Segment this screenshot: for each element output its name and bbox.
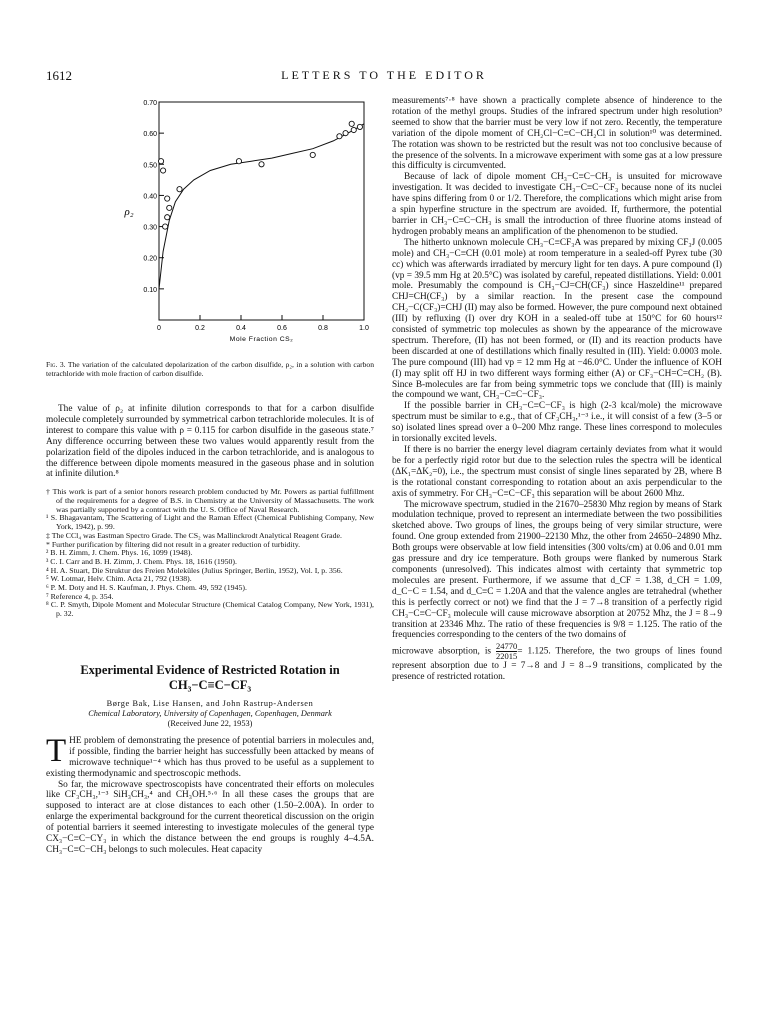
y-tick-label: 0.10 [143, 286, 157, 294]
paragraph: measurements⁷·⁸ have shown a practically complete absence of hinderence to the rotation of the methyl groups. Studies of the infrared spectrum under high resolution⁹ seemed to show that the barrier must be very low if not zero. Recently, the temperature variation of the dipole moment of CH₂Cl−C≡C−CH₂Cl in solution¹⁰ was determined. The rotation was shown to be restricted but the result was not too conclusive because of the presence of the solvents. In a microwave experiment with some gas at a low pressure this difficulty is circumvented. [392, 96, 722, 172]
footnote: ⁶ P. M. Doty and H. S. Kaufman, J. Phys. Chem. 49, 592 (1945). [46, 583, 247, 593]
drop-cap: T [46, 732, 67, 769]
x-tick-label: 0.8 [318, 325, 328, 332]
paragraph: The microwave spectrum, studied in the 21670–25830 Mhz region by means of Stark modulation technique, proved to represent an intermediate between the two possibilities sketched above. Two groups of lines, the groups being of very similar structure, were found. One group extended from 21900–22130 Mhz, the other from 24650–24890 Mhz. Both groups were observable at low field intensities (300 volts/cm) at 0.06 and 0.01 mm gas pressure and dry ice temperature. Both groups were flanked by numerous Stark components (unresolved). This indicates almost with certainty that symmetric top molecules are present. Furthermore, if we assume that d_CF = 1.38, d_CH = 1.09, d_C−C = 1.54, and d_C≡C = 1.20A and that the valence angles are tetrahedral (whether this is perfectly correct or not) we find that the J = 7→8 transition of a perfectly rigid CH₃−C≡C−CF₃ molecule will cause microwave absorption at 20752 Mhz, the J = 8→9 transition at 23346 Mhz. The ratio of these frequencies is 9/8 = 1.125. The ratio of the frequencies corresponding to the centers of the two domains of [392, 499, 722, 641]
data-point [158, 159, 163, 164]
footnote: ‡ The CCl₄ was Eastman Spectro Grade. The CS₂ was Mallinckrodt Analytical Reagent Grade. [46, 530, 342, 540]
figure-caption [46, 360, 374, 378]
y-tick-label: 0.30 [143, 224, 157, 232]
fraction-denominator: 22015 [496, 651, 518, 662]
paragraph [392, 642, 722, 683]
paragraph: If there is no barrier the energy level diagram certainly deviates from what it would be for a perfectly rigid rotor but due to the selection rules the spectra will be identical (ΔK₁=ΔK₂=0), i.e., the spectrum must consist of single lines separated by 2B, where B is the rotational constant corresponding to rotation about an axis perpendicular to the axis of symmetry. For CH₃−C≡C−CF₃ this separation will be about 2600 Mhz. [392, 445, 722, 499]
footnote: ³ C. I. Carr and B. H. Zimm, J. Chem. Phys. 18, 1616 (1950). [46, 556, 237, 566]
paragraph: Because of lack of dipole moment CH₃−C≡C−CH₃ is unsuited for microwave investigation. It was decided to investigate CH₃−C≡C−CF₃ because none of its nuclei have spins differing from 0 or 1/2. Therefore, the complications which might arise from a spin hyperfine structure in the spectrum are avoided. If, furthermore, the potential barrier in CH₃−C≡C−CH₃ is small the introduction of three fluorine atoms instead of hydrogen probably means an amplification of the phenomenon to be studied. [392, 172, 722, 237]
x-axis-label: Mole Fraction CS₂ [229, 336, 294, 343]
paragraph: If the possible barrier in CH₃−C≡C−CF₃ is high (2-3 kcal/mole) the microwave spectrum must be similar to e.g., that of CF₃CH₃,¹⁻³ i.e., it will consist of a few (3–5 or so) isolated lines spread over a 0–200 Mhz range. These lines correspond to molecules in torsionally excited levels. [392, 401, 722, 445]
data-point [357, 124, 362, 129]
y-tick-label: 0.70 [143, 100, 157, 107]
page-number: 1612 [46, 68, 72, 83]
text-after-fraction: = 1.125. Therefore, the two groups [517, 646, 661, 657]
data-point [337, 134, 342, 139]
depolarization-chart [46, 96, 374, 346]
x-tick-label: 0.4 [236, 325, 246, 332]
footnote: ¹ S. Bhagavantam, The Scattering of Light and the Raman Effect (Chemical Publishing Company, New York, 1942), p. 99. [46, 513, 374, 532]
fit-curve [159, 124, 364, 289]
running-head: LETTERS TO THE EDITOR [281, 68, 487, 82]
footnote: ⁴ H. A. Stuart, Die Struktur des Freien Moleküles (Julius Springer, Berlin, 1952), Vol. I, p. 356. [46, 565, 343, 575]
paragraph: So far, the microwave spectroscopists have concentrated their efforts on molecules like CF₃CH₃,¹⁻³ SiH₃CH₃,⁴ and CH₃OH.⁵·⁶ In all these cases the groups that are supposed to interact are at close distances to each other (1.50–2.00A). In order to enlarge the experimental background for the current theoretical discussion on the origin of potential barriers it seemed interesting to investigate molecules of the general type CX₃−C≡C−CY₃ in which the distance between the end groups is roughly 4–4.5A. CH₃−C≡C−CH₃ belongs to such molecules. Heat capacity [46, 779, 374, 855]
fraction [496, 642, 517, 661]
x-tick-label: 0 [157, 325, 161, 332]
left-column [46, 96, 374, 856]
figure-3 [46, 96, 374, 358]
footnote: ⁵ W. Lotmar, Helv. Chim. Acta 21, 792 (1938). [46, 574, 192, 584]
y-tick-label: 0.60 [143, 131, 157, 139]
data-point [310, 152, 315, 157]
data-point [163, 224, 168, 229]
affiliation: Chemical Laboratory, University of Copenhagen, Copenhagen, Denmark [88, 708, 332, 718]
caption-label: Fig. 3. [46, 360, 66, 369]
data-point [349, 121, 354, 126]
data-point [167, 205, 172, 210]
footnote: † This work is part of a senior honors research problem conducted by Mr. Powers as partial fulfillment of the requirements for a degree of B.S. in Chemistry at the University of Massachusetts. The work was partially supported by a contract with the U. S. Office of Naval Research. [46, 487, 374, 514]
text-last: of lines found represent absorption due to J = 7→8 and J = 8→9 transitions, complicated by the presence of restricted rotation. [392, 646, 722, 683]
footnotes [46, 488, 374, 619]
title-line-1: Experimental Evidence of Restricted Rotation in [80, 662, 340, 677]
received-date: (Received June 22, 1953) [167, 718, 253, 728]
footnote: ² B. H. Zimm, J. Chem. Phys. 16, 1099 (1948). [46, 548, 193, 558]
caption-text: The variation of the calculated depolarization of the carbon disulfide, ρ₂, in a solution with carbon tetrachloride with mole fraction of carbon disulfide. [46, 360, 374, 378]
data-point [177, 187, 182, 192]
page-header [46, 68, 722, 86]
authors: Børge Bak, Lise Hansen, and John Rastrup-Andersen [106, 698, 314, 708]
right-column [392, 96, 722, 683]
footnote: ⁸ C. P. Smyth, Dipole Moment and Molecular Structure (Chemical Catalog Company, New York, 1931), p. 32. [46, 600, 374, 619]
data-point [165, 196, 170, 201]
footnote: * Further purification by filtering did not result in a greater reduction of turbidity. [46, 539, 301, 549]
paragraph: The hitherto unknown molecule CH₃−C≡CF₃A was prepared by mixing CF₃J (0.005 mole) and CH₃−C≡CH (0.01 mole) at room temperature in a sealed-off Pyrex tube (30 cc) which was afterwards irradiated by mercury light for ten days. A pure compound (I) (vp = 39.5 mm Hg at 20.5°C) was isolated by careful, repeated distillations. Yield: 0.001 mole. Presumably the compound is CH₃−CJ=CH(CF₃) since Haszeldine¹¹ prepared CHJ=CH(CF₃) by a similar reaction. In the present case the compound CH₂−C(CF₃)=CHJ (II) may also be formed. However, the pure compound next obtained (III) by refluxing (I) over dry KOH in a sealed-off tube at 150°C for 60 hours¹² consisted of symmetric top molecules as shown by the appearance of the microwave spectrum. Therefore, (II) has not been formed, or (II) and its reaction products have been discarded at one of destillations which finally resulted in (III). Yield: 0.0003 mole. The pure compound (III) had vp = 12 mm Hg at −46.0°C. Under the influence of KOH (I) may split off HJ in two different ways forming either (A) or CF₃−CH=C=CH₂ (B). Since B-molecules are far from being symmetric tops we conclude that (III) is mainly the compound we want, CH₃−C≡C−CF₃. [392, 237, 722, 401]
text-before-fraction: microwave absorption, is [392, 646, 492, 657]
paragraph [46, 732, 374, 780]
x-tick-label: 0.6 [277, 325, 287, 332]
x-tick-label: 0.2 [195, 325, 205, 332]
footnote: ⁷ Reference 4, p. 354. [46, 591, 114, 601]
paragraph-text: HE problem of demonstrating the presence of potential barriers in molecules and, if possible, finding the barrier height has successfully been attacked by means of microwave technique¹⁻⁴ which has thus proved to be useful as a supplement to existing thermodynamic and spectroscopic methods. [46, 735, 374, 779]
article-title [46, 663, 374, 693]
fraction-numerator: 24770 [496, 641, 518, 652]
data-point [161, 168, 166, 173]
title-line-2: CH₃−C≡C−CF₃ [168, 677, 252, 692]
y-tick-label: 0.20 [143, 255, 157, 263]
data-point [259, 162, 264, 167]
paragraph: The value of ρ₂ at infinite dilution corresponds to that for a carbon disulfide molecule completely surrounded by symmetrical carbon tetrachloride molecules. It is of interest to compare this value with ρ = 0.115 for carbon disulfide in the gaseous state.⁷ Any difference occurring between these two values would apparently result from the polarization field of the dipoles induced in the carbon tetrachloride, and is analogous to the difference between dipole moments measured in the gaseous phase and in solution at infinite dilution.⁸ [46, 404, 374, 480]
left-body [46, 404, 374, 480]
y-tick-label: 0.50 [143, 162, 157, 170]
x-tick-label: 1.0 [359, 325, 369, 332]
y-tick-label: 0.40 [143, 193, 157, 201]
data-point [165, 215, 170, 220]
y-axis-label: ρ₂ [124, 206, 134, 218]
plot-frame [159, 102, 364, 320]
data-point [351, 127, 356, 132]
data-point [343, 131, 348, 136]
data-point [236, 159, 241, 164]
